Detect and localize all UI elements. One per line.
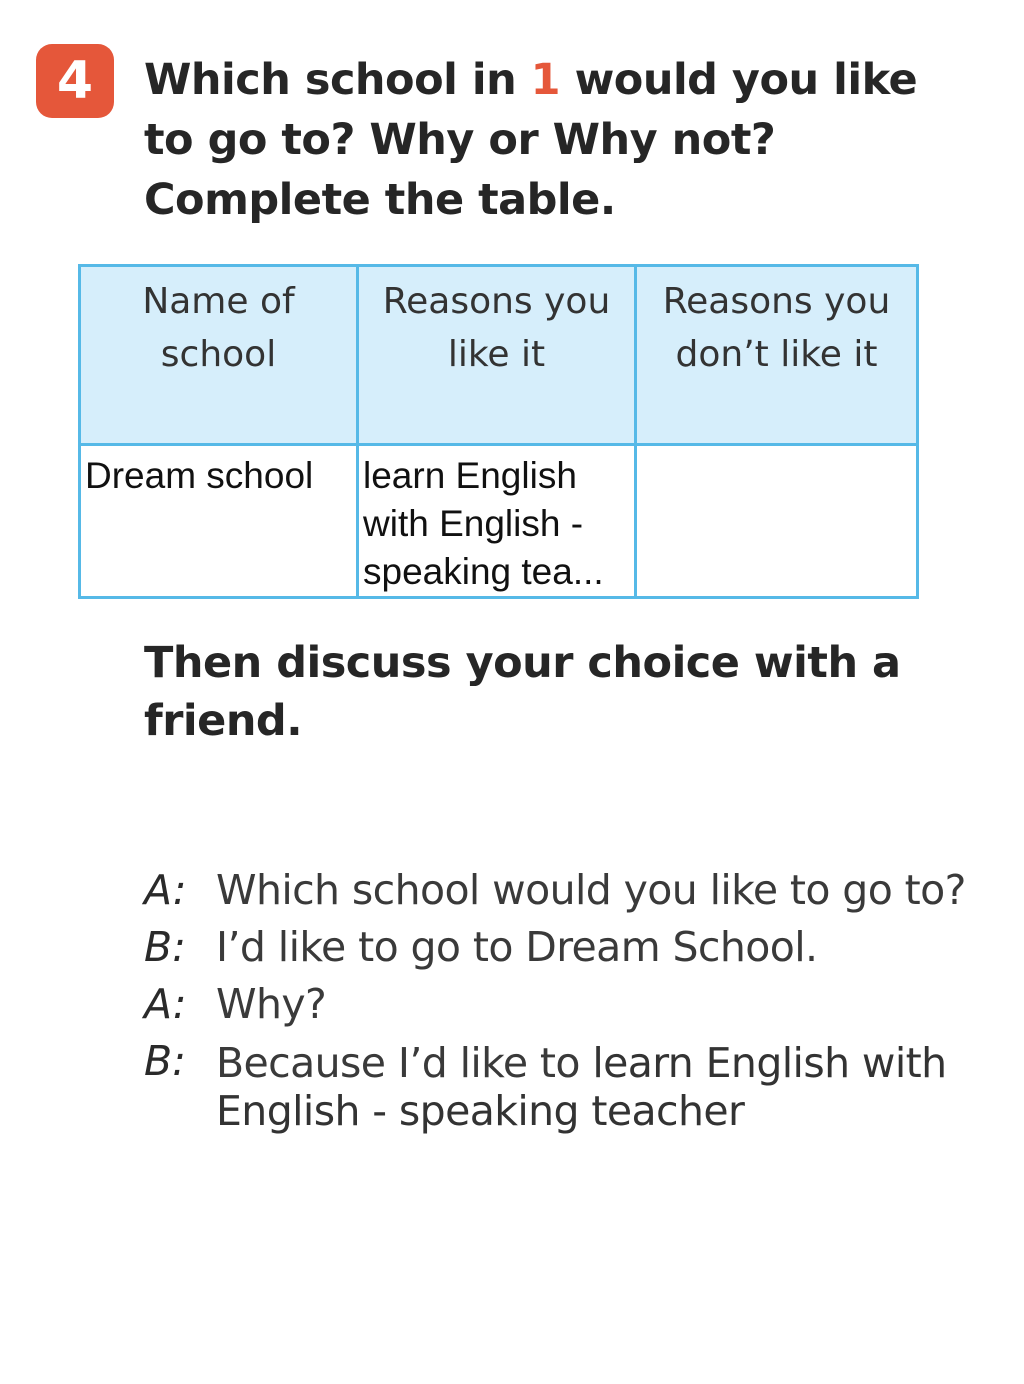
speaker-label: B:	[144, 1037, 186, 1085]
header-reasons-like: Reasons you like it	[358, 266, 636, 445]
speaker-label: B:	[144, 923, 186, 971]
exercise-instruction	[144, 50, 964, 230]
dialogue-text-with-answer	[216, 1033, 984, 1135]
dialogue-answer: learn English with English - speaking teacher	[216, 1039, 947, 1135]
dialogue-text: Why?	[216, 980, 327, 1028]
discuss-instruction: Then discuss your choice with a friend.	[144, 638, 901, 746]
school-table-container	[78, 264, 918, 592]
table-row	[80, 445, 918, 598]
table-header-row	[80, 266, 918, 445]
cell-reasons-like[interactable]: learn English with English - speaking tea...	[358, 445, 636, 598]
dialogue-text: Because I’d like to	[216, 1039, 593, 1087]
school-table	[78, 264, 919, 599]
instruction-text-before: Which school in	[144, 55, 531, 105]
speaker-label: A:	[144, 866, 187, 914]
cell-school-name[interactable]: Dream school	[80, 445, 358, 598]
dialogue-text: I’d like to go to Dream School.	[216, 923, 818, 971]
header-reasons-dislike: Reasons you don’t like it	[636, 266, 918, 445]
dialogue-line	[144, 976, 984, 1033]
dialogue-line	[144, 1033, 984, 1135]
header-name-of-school: Name of school	[80, 266, 358, 445]
dialogue	[144, 862, 984, 1135]
speaker-label: A:	[144, 980, 187, 1028]
exercise-reference-number: 1	[530, 55, 561, 105]
exercise-number-badge: 4	[36, 44, 114, 118]
cell-reasons-dislike[interactable]	[636, 445, 918, 598]
dialogue-line	[144, 919, 984, 976]
dialogue-text: Which school would you like to go to?	[216, 866, 966, 914]
instruction-text-after: would you like to go to? Why or Why not? Complete the table.	[144, 55, 918, 225]
dialogue-line	[144, 862, 984, 919]
